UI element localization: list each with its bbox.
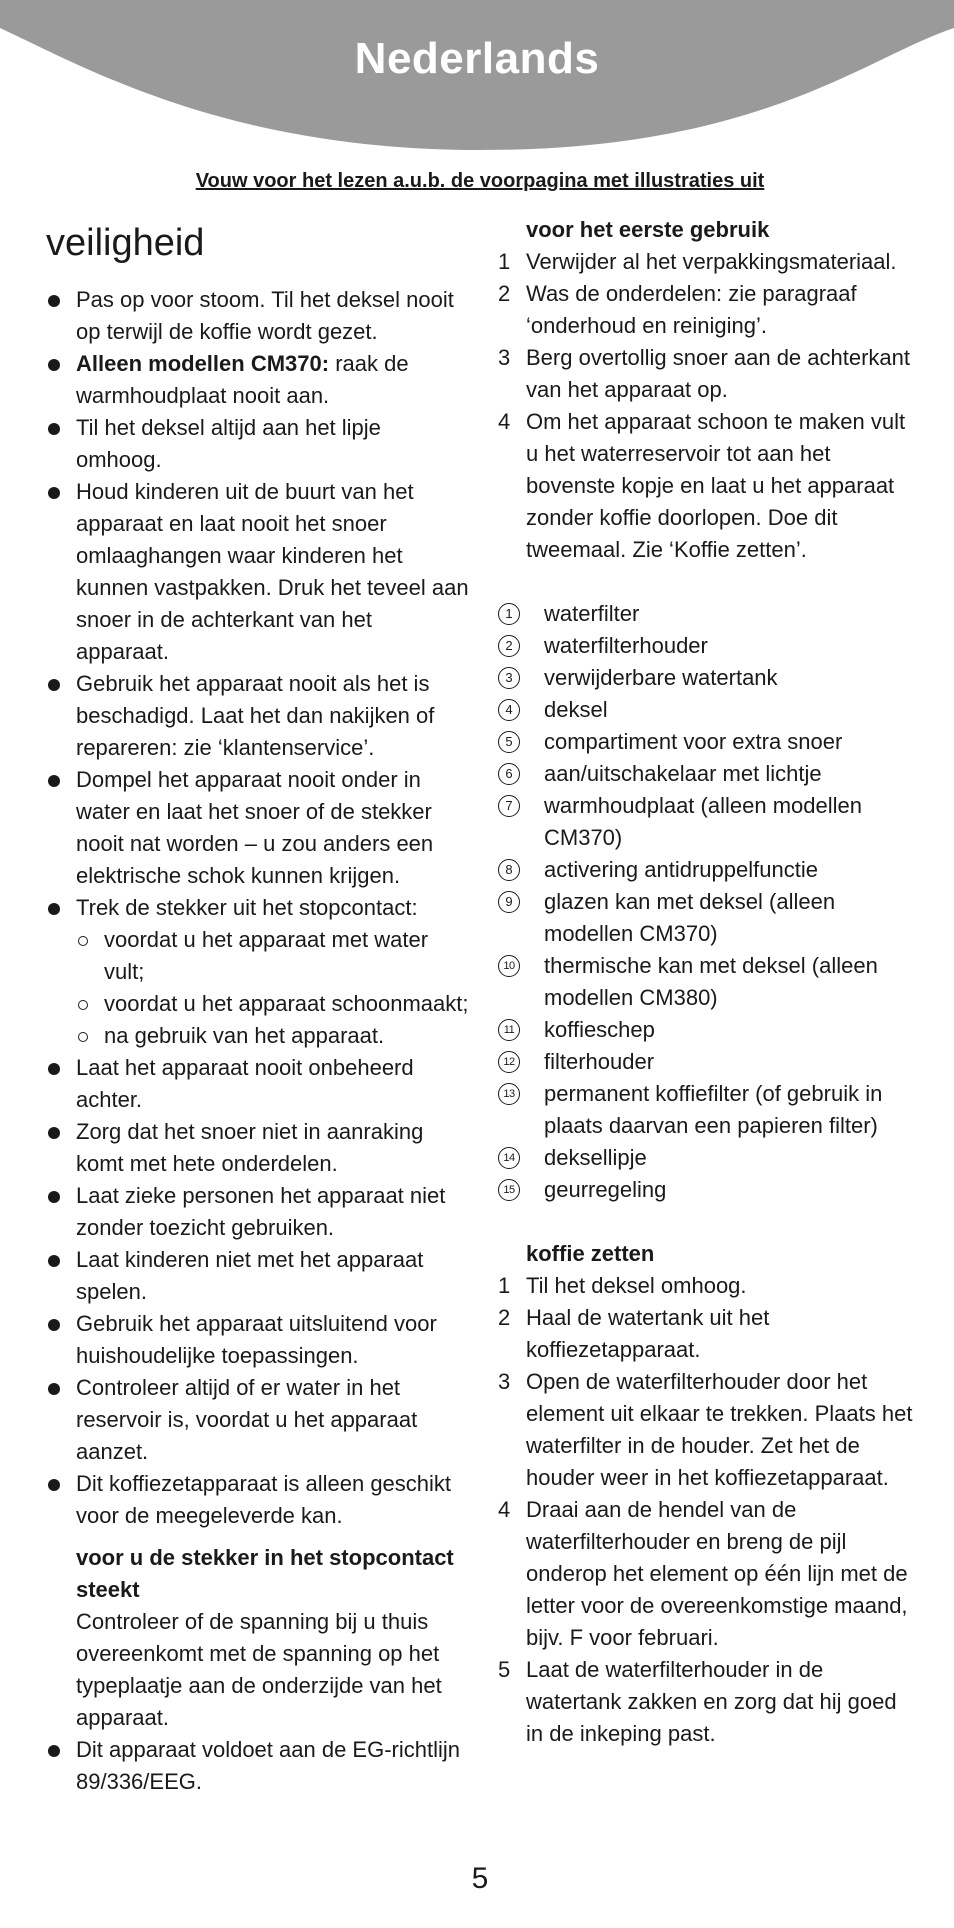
page-number: 5 [471, 1862, 489, 1895]
part-label: waterfilter [544, 601, 640, 626]
part-label: filterhouder [544, 1049, 655, 1074]
step-text: Verwijder al het verpakkingsmateriaal. [526, 249, 897, 274]
part-number-badge: 5 [498, 731, 520, 753]
safety-item-text: Zorg dat het snoer niet in aanraking komt met hete onderdelen. [76, 1119, 424, 1176]
step-text: Laat de waterfilterhouder in de watertank zakken en zorg dat hij goed in de inkeping past. [526, 1657, 897, 1746]
part-number-badge: 8 [498, 859, 520, 881]
step-number: 1 [498, 1273, 511, 1298]
part-label: deksellipje [544, 1145, 647, 1170]
part-number-badge: 7 [498, 795, 520, 817]
step-number: 3 [498, 1369, 511, 1394]
left-column [46, 214, 471, 1798]
plug-in-title: voor u de stekker in het stopcontact steekt [76, 1545, 454, 1602]
part-number-badge: 12 [498, 1051, 520, 1073]
part-number-badge: 1 [498, 603, 520, 625]
part-number-badge: 11 [498, 1019, 520, 1041]
safety-item [46, 1116, 471, 1180]
part-item [498, 726, 918, 758]
first-use-step [498, 342, 918, 406]
step-text: Draai aan de hendel van de waterfilterhouder en breng de pijl onderop het element op één lijn met de letter voor de overeenkomstige maand, bijv. F voor februari. [526, 1497, 908, 1650]
safety-item [46, 412, 471, 476]
coffee-making-title: koffie zetten [526, 1241, 655, 1266]
part-item [498, 1046, 918, 1078]
illustration-notice: Vouw voor het lezen a.u.b. de voorpagina met illustraties uit [195, 170, 765, 192]
part-label: permanent koffiefilter (of gebruik in plaats daarvan een papieren filter) [544, 1081, 883, 1138]
part-number-badge: 14 [498, 1147, 520, 1169]
safety-item-text: Dompel het apparaat nooit onder in water en laat het snoer of de stekker nooit nat worden – u zou anders een elektrische schok kunnen krijgen. [76, 767, 434, 888]
safety-item-text: Pas op voor stoom. Til het deksel nooit op terwijl de koffie wordt gezet. [76, 287, 454, 344]
safety-item [46, 764, 471, 892]
part-item [498, 790, 918, 854]
part-label: geurregeling [544, 1177, 667, 1202]
parts-list [498, 598, 918, 1206]
step-text: Haal de watertank uit het koffiezetapparaat. [526, 1305, 770, 1362]
step-number: 5 [498, 1657, 511, 1682]
part-item [498, 1142, 918, 1174]
part-label: koffieschep [544, 1017, 655, 1042]
step-number: 2 [498, 281, 511, 306]
part-label: verwijderbare watertank [544, 665, 778, 690]
safety-item [46, 1308, 471, 1372]
coffee-step [498, 1270, 918, 1302]
part-label: warmhoudplaat (alleen modellen CM370) [544, 793, 862, 850]
safety-item [46, 476, 471, 668]
step-number: 3 [498, 345, 511, 370]
step-text: Was de onderdelen: zie paragraaf ‘onderhoud en reiniging’. [526, 281, 857, 338]
step-number: 2 [498, 1305, 511, 1330]
first-use-step [498, 406, 918, 566]
unplug-subitem: na gebruik van het apparaat. [76, 1020, 471, 1052]
safety-item-text: Gebruik het apparaat nooit als het is beschadigd. Laat het dan nakijken of repareren: zie ‘klantenservice’. [76, 671, 435, 760]
safety-item [46, 1052, 471, 1116]
right-column [498, 214, 918, 1750]
first-use-steps [498, 246, 918, 566]
eu-list [46, 1734, 471, 1798]
safety-item-text: Houd kinderen uit de buurt van het apparaat en laat nooit het snoer omlaaghangen waar kinderen het kunnen vastpakken. Druk het teveel aan snoer in de achterkant van het apparaat. [76, 479, 469, 664]
coffee-step [498, 1302, 918, 1366]
safety-item-text: Controleer altijd of er water in het reservoir is, voordat u het apparaat aanzet. [76, 1375, 418, 1464]
step-text: Open de waterfilterhouder door het element uit elkaar te trekken. Plaats het waterfilter in de houder. Zet het de houder weer in het koffiezetapparaat. [526, 1369, 913, 1490]
safety-item-text: Til het deksel altijd aan het lipje omhoog. [76, 415, 381, 472]
plug-in-text: Controleer of de spanning bij u thuis overeenkomt met de spanning op het typeplaatje aan de onderzijde van het apparaat. [76, 1609, 442, 1730]
part-number-badge: 4 [498, 699, 520, 721]
safety-item-text: Laat kinderen niet met het apparaat spelen. [76, 1247, 424, 1304]
part-label: activering antidruppelfunctie [544, 857, 818, 882]
eu-directive-item: Dit apparaat voldoet aan de EG-richtlijn 89/336/EEG. [46, 1734, 471, 1798]
safety-item-bold: Alleen modellen CM370: [76, 351, 330, 376]
part-number-badge: 3 [498, 667, 520, 689]
step-number: 4 [498, 409, 511, 434]
part-number-badge: 13 [498, 1083, 520, 1105]
coffee-step [498, 1494, 918, 1654]
step-text: Til het deksel omhoog. [526, 1273, 747, 1298]
first-use-step [498, 278, 918, 342]
part-item [498, 694, 918, 726]
first-use-title: voor het eerste gebruik [526, 217, 770, 242]
safety-item-text: Dit koffiezetapparaat is alleen geschikt voor de meegeleverde kan. [76, 1471, 452, 1528]
part-number-badge: 10 [498, 955, 520, 977]
part-item [498, 1014, 918, 1046]
part-item [498, 854, 918, 886]
step-number: 4 [498, 1497, 511, 1522]
part-item [498, 1078, 918, 1142]
safety-item-text: Trek de stekker uit het stopcontact: [76, 895, 418, 920]
part-item [498, 598, 918, 630]
part-label: compartiment voor extra snoer [544, 729, 843, 754]
part-label: waterfilterhouder [544, 633, 708, 658]
part-number-badge: 15 [498, 1179, 520, 1201]
part-number-badge: 2 [498, 635, 520, 657]
step-text: Berg overtollig snoer aan de achterkant van het apparaat op. [526, 345, 911, 402]
part-item [498, 758, 918, 790]
step-text: Om het apparaat schoon te maken vult u het waterreservoir tot aan het bovenste kopje en laat u het apparaat zonder koffie doorlopen. Doe dit tweemaal. Zie ‘Koffie zetten’. [526, 409, 906, 562]
part-number-badge: 9 [498, 891, 520, 913]
part-item [498, 1174, 918, 1206]
coffee-step [498, 1654, 918, 1750]
part-label: glazen kan met deksel (alleen modellen CM370) [544, 889, 836, 946]
part-item [498, 950, 918, 1014]
part-item [498, 662, 918, 694]
part-label: aan/uitschakelaar met lichtje [544, 761, 822, 786]
safety-item [46, 348, 471, 412]
safety-item [46, 892, 471, 1052]
safety-item-text: Laat het apparaat nooit onbeheerd achter. [76, 1055, 414, 1112]
part-number-badge: 6 [498, 763, 520, 785]
safety-item [46, 1468, 471, 1532]
safety-list [46, 284, 471, 1532]
safety-item [46, 1180, 471, 1244]
language-title: Nederlands [354, 34, 600, 83]
unplug-sublist [76, 924, 471, 1052]
safety-item [46, 1244, 471, 1308]
first-use-step [498, 246, 918, 278]
unplug-subitem: voordat u het apparaat schoonmaakt; [76, 988, 471, 1020]
safety-item [46, 1372, 471, 1468]
safety-item-text: raak de warmhoudplaat nooit aan. [76, 351, 409, 408]
part-label: deksel [544, 697, 608, 722]
coffee-making-steps [498, 1270, 918, 1750]
step-number: 1 [498, 249, 511, 274]
safety-item-text: Gebruik het apparaat uitsluitend voor huishoudelijke toepassingen. [76, 1311, 437, 1368]
part-item [498, 886, 918, 950]
section-title-safety: veiligheid [46, 222, 205, 264]
safety-item-text: Laat zieke personen het apparaat niet zonder toezicht gebruiken. [76, 1183, 446, 1240]
unplug-subitem: voordat u het apparaat met water vult; [76, 924, 471, 988]
safety-item [46, 284, 471, 348]
coffee-step [498, 1366, 918, 1494]
part-label: thermische kan met deksel (alleen modellen CM380) [544, 953, 878, 1010]
safety-item [46, 668, 471, 764]
part-item [498, 630, 918, 662]
